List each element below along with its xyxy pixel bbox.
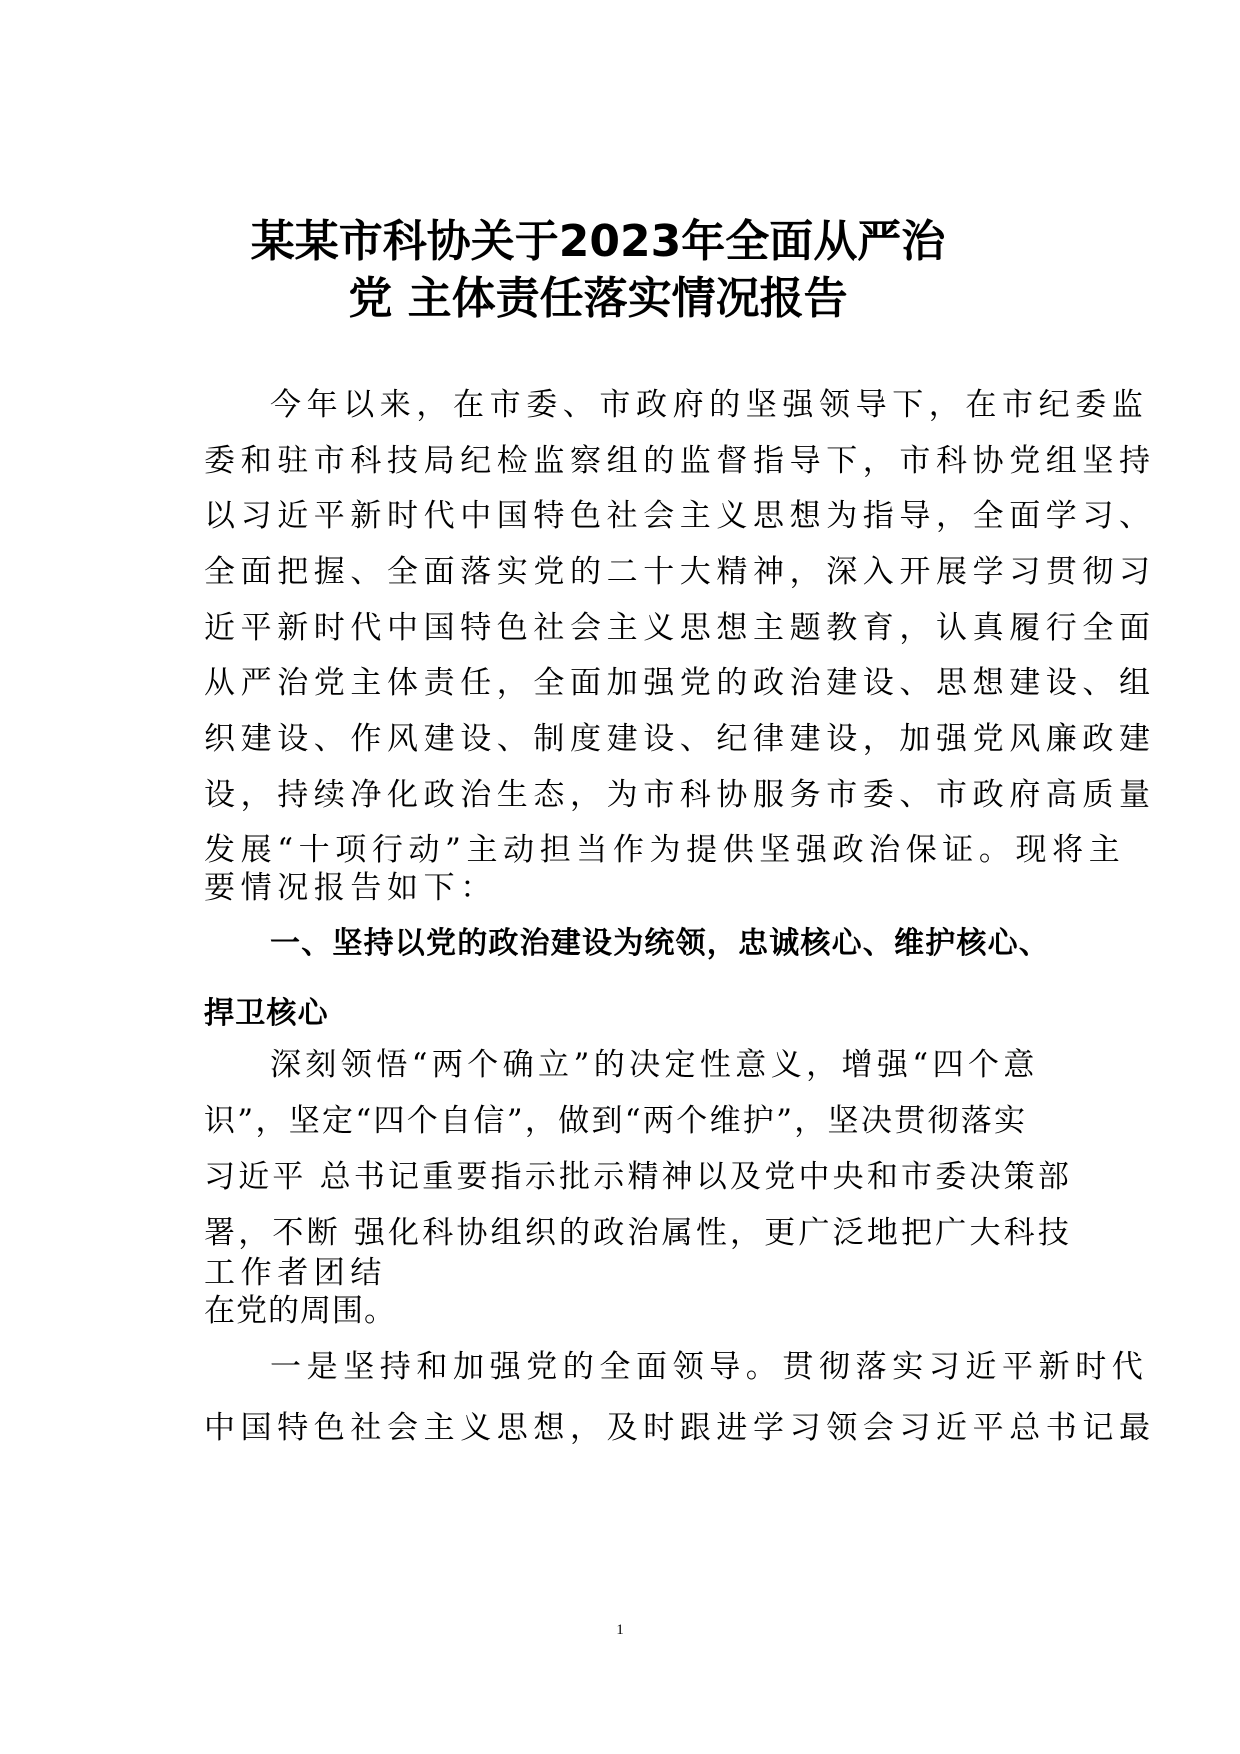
section-1-line: 在党的周围。 bbox=[204, 1293, 396, 1329]
section-1-heading-line-1: 一、坚持以党的政治建设为统领，忠诚核心、维护核心、 bbox=[270, 926, 1050, 961]
intro-line: 今年以来，在市委、市政府的坚强领导下，在市纪委监 bbox=[270, 387, 1149, 423]
document-title-line-1: 某某市科协关于2023年全面从严治 bbox=[250, 216, 946, 267]
intro-line: 以习近平新时代中国特色社会主义思想为指导，全面学习、 bbox=[204, 498, 1156, 534]
section-1-line: 习近平 总书记重要指示批示精神以及党中央和市委决策部 bbox=[204, 1159, 1073, 1195]
section-1-line: 署，不断 强化科协组织的政治属性，更广泛地把广大科技 bbox=[204, 1215, 1073, 1251]
section-1-heading-line-2: 捍卫核心 bbox=[204, 996, 329, 1031]
intro-line: 发展“十项行动”主动担当作为提供坚强政治保证。现将主 bbox=[204, 832, 1126, 868]
intro-line: 要情况报告如下： bbox=[204, 870, 497, 906]
intro-line: 近平新时代中国特色社会主义思想主题教育，认真履行全面 bbox=[204, 610, 1156, 646]
intro-line: 委和驻市科技局纪检监察组的监督指导下，市科协党组坚持 bbox=[204, 443, 1156, 479]
section-1-line: 深刻领悟“两个确立”的决定性意义，增强“四个意 bbox=[270, 1047, 1039, 1083]
intro-line: 从严治党主体责任，全面加强党的政治建设、思想建设、组 bbox=[204, 665, 1156, 701]
point-1-line: 中国特色社会主义思想，及时跟进学习领会习近平总书记最 bbox=[204, 1410, 1156, 1446]
intro-line: 织建设、作风建设、制度建设、纪律建设，加强党风廉政建 bbox=[204, 721, 1156, 757]
document-title-line-2: 党 主体责任落实情况报告 bbox=[348, 273, 848, 324]
page-number: 1 bbox=[616, 1622, 624, 1638]
intro-line: 设，持续净化政治生态，为市科协服务市委、市政府高质量 bbox=[204, 777, 1156, 813]
section-1-line: 识”，坚定“四个自信”，做到“两个维护”，坚决贯彻落实 bbox=[204, 1103, 1028, 1139]
section-1-line: 工作者团结 bbox=[204, 1255, 387, 1291]
intro-line: 全面把握、全面落实党的二十大精神，深入开展学习贯彻习 bbox=[204, 554, 1156, 590]
point-1-line: 一是坚持和加强党的全面领导。贯彻落实习近平新时代 bbox=[270, 1349, 1149, 1385]
